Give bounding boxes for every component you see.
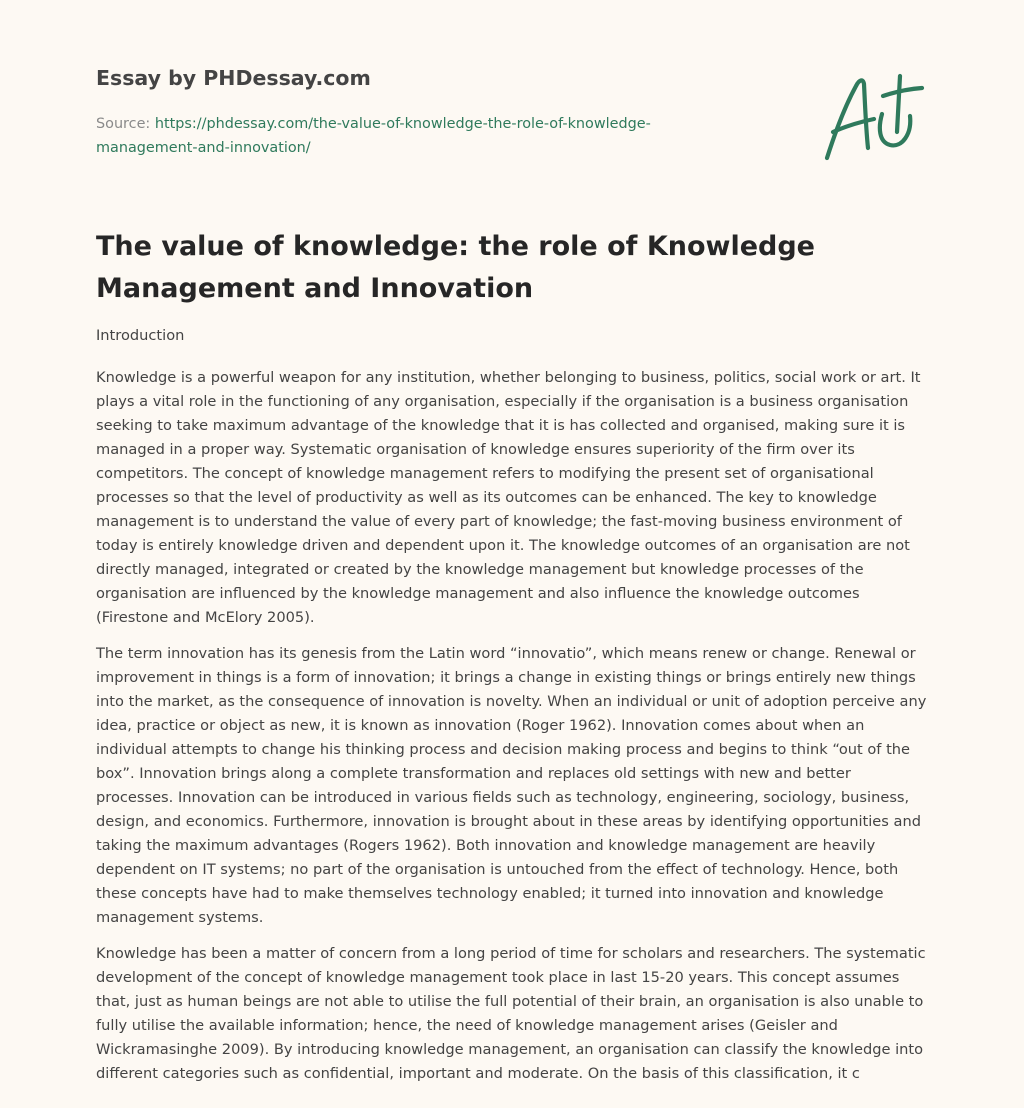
essay-paragraph: Knowledge has been a matter of concern from a long period of time for scholars and researchers. The systematic development of the concept of knowledge management took place in last 15-20 years. This concept assumes that, just as human beings are not able to utilise the full potential of their brain, an organisation is also unable to fully utilise the available information; hence, the need of knowledge management arises (Geisler and Wickramasinghe 2009). By introducing knowledge management, an organisation can classify the knowledge into different categories such as confidential, important and moderate. On the basis of this classification, it c [96, 945, 926, 1082]
essay-title: The value of knowledge: the role of Knowledge Management and Innovation [96, 231, 815, 304]
source-line [96, 112, 716, 160]
site-brand: Essay by PHDessay.com [96, 66, 371, 90]
essay-body [96, 366, 930, 1098]
section-heading-introduction: Introduction [96, 327, 185, 344]
source-label: Source: [96, 116, 155, 132]
essay-paragraph: Knowledge is a powerful weapon for any institution, whether belonging to business, politics, social work or art. It plays a vital role in the functioning of any organisation, especially if the organisation is a business organisation seeking to take maximum advantage of the knowledge that it is has collected and organised, making sure it is managed in a proper way. Systematic organisation of knowledge ensures superiority of the firm over its competitors. The concept of knowledge management refers to modifying the present set of organisational processes so that the level of productivity as well as its outcomes can be enhanced. The key to knowledge management is to understand the value of every part of knowledge; the fast-moving business environment of today is entirely knowledge driven and dependent upon it. The knowledge outcomes of an organisation are not directly managed, integrated or created by the knowledge management but knowledge processes of the organisation are influenced by the knowledge management and also influence the knowledge outcomes (Firestone and McElory 2005). [96, 369, 921, 626]
a-plus-logo-icon [820, 70, 926, 164]
source-link[interactable]: https://phdessay.com/the-value-of-knowledge-the-role-of-knowledge-management-and-innovation/ [96, 116, 651, 156]
essay-paragraph: The term innovation has its genesis from the Latin word “innovatio”, which means renew or change. Renewal or improvement in things is a form of innovation; it brings a change in existing things or brings entirely new things into the market, as the consequence of innovation is novelty. When an individual or unit of adoption perceive any idea, practice or object as new, it is known as innovation (Roger 1962). Innovation comes about when an individual attempts to change his thinking process and decision making process and begins to think “out of the box”. Innovation brings along a complete transformation and replaces old settings with new and better processes. Innovation can be introduced in various fields such as technology, engineering, sociology, business, design, and economics. Furthermore, innovation is brought about in these areas by identifying opportunities and taking the maximum advantages (Rogers 1962). Both innovation and knowledge management are heavily dependent on IT systems; no part of the organisation is untouched from the effect of technology. Hence, both these concepts have had to make themselves technology enabled; it turned into innovation and knowledge management systems. [96, 645, 927, 926]
